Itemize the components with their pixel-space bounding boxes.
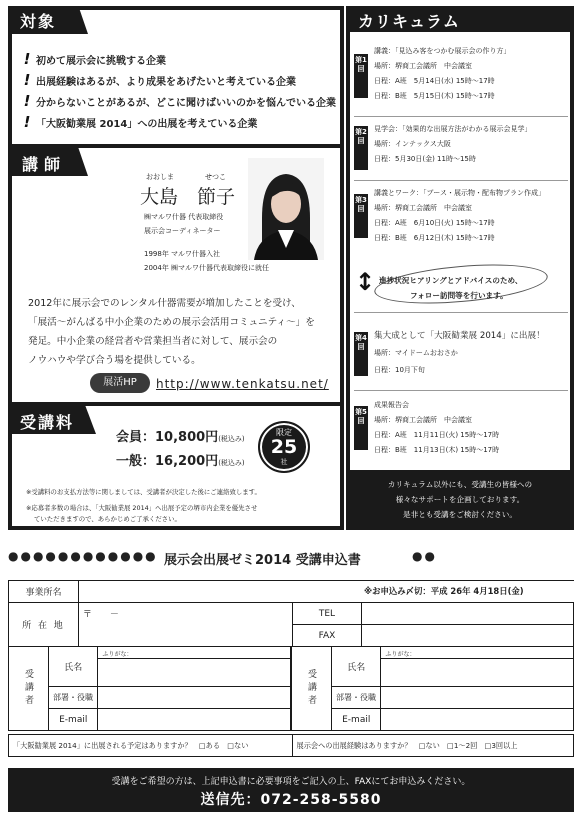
curriculum-step-1: 第1回 講義：「見込み客をつかむ展示会の作り方」 場所：堺商工会議所 中会議室 日程：A班 5月14日(水) 15時～17時 日程：B班 5月15日(木) 15時～17時: [355, 47, 511, 100]
form-title: 展示会出展ゼミ2014 受講申込書: [164, 553, 361, 568]
lecturer-role-2: 展示会コーディネーター: [144, 227, 221, 235]
homepage-badge: 展活HP: [90, 373, 150, 393]
step-divider: [354, 116, 568, 117]
title-dots-right: ●●: [412, 549, 437, 563]
curriculum-step-3: 第3回 講義とワーク：「ブース・展示物・配布物プラン作成」 場所：堺商工会議所 中会議室 日程：A班 6月10日(火) 15時～17時 日程：B班 6月12日(木) 15時～17時: [355, 189, 545, 242]
attendee-table-right: [291, 646, 574, 731]
fee-note-3: ていただきますので、あらかじめご了承ください。: [34, 515, 181, 523]
company-label: 事業所名: [9, 581, 79, 603]
attendee-table-left: [8, 646, 291, 731]
lecturer-name: 大島 節子: [140, 186, 236, 208]
up-down-arrow-icon: ↕: [355, 268, 376, 296]
target-item-4: ! 「大阪勧業展 2014」への出展を考えている企業: [23, 113, 258, 131]
lecturer-role-1: ㈱マルワ什器 代表取締役: [144, 213, 224, 221]
exclamation-icon: !: [23, 92, 31, 110]
fee-note-2: ※応募者多数の場合は、「大阪勧業展 2014」へ出展予定の堺市内企業を優先させ: [26, 504, 258, 512]
divider: [8, 144, 344, 148]
email-input[interactable]: [381, 709, 574, 731]
attendee-label: 受講者: [9, 647, 49, 731]
company-input[interactable]: [78, 581, 573, 603]
exclamation-icon: !: [23, 71, 31, 89]
step-badge: 第1回: [354, 54, 368, 98]
exclamation-icon: !: [23, 50, 31, 68]
name-label: 氏名: [49, 647, 98, 687]
attendee-label: 受講者: [292, 647, 332, 731]
question-table: [8, 734, 574, 757]
fee-heading: 受講料: [20, 413, 75, 432]
question-exhibit-plan[interactable]: 「大阪勧業展 2014」に出展される予定はありますか？ □ある □ない: [9, 735, 293, 757]
deadline: ※お申込み〆切：平成 26年 4月18日(金): [364, 586, 524, 596]
position-label: 部署・役職: [332, 687, 381, 709]
fax-label: FAX: [292, 625, 362, 647]
target-heading: 対象: [20, 12, 57, 31]
step-badge: 第2回: [354, 126, 368, 170]
curriculum-step-4: 第4回 集大成として「大阪勧業展 2014」に出展！ 場所：マイドームおおさか 日程：10月下旬: [355, 331, 545, 374]
furigana-input[interactable]: ふりがな：: [381, 647, 574, 659]
furigana-input[interactable]: ふりがな：: [98, 647, 291, 659]
step-badge: 第3回: [354, 194, 368, 238]
tel-input[interactable]: [362, 603, 574, 625]
step-divider: [354, 180, 568, 181]
homepage-url[interactable]: http://www.tenkatsu.net/: [156, 377, 329, 391]
name-input[interactable]: [381, 659, 574, 687]
question-exhibit-experience[interactable]: 展示会への出展経験はありますか？ □ない □1～2回 □3回以上: [292, 735, 574, 757]
footer-instruction: 受講をご希望の方は、上記申込書に必要事項をご記入の上、FAXにてお申込みください。: [111, 777, 471, 787]
curriculum-step-2: 第2回 見学会：「効果的な出展方法がわかる展示会見学」 場所：インテックス大阪 日程：5月30日(金) 11時～15時: [354, 122, 572, 174]
fee-note-1: ※受講料のお支払方法等に関しましては、受講者が決定した後にご連絡致します。: [26, 488, 261, 496]
step-divider: [354, 312, 568, 313]
tel-label: TEL: [292, 603, 362, 625]
exclamation-icon: !: [23, 113, 31, 131]
lecturer-history-1: 1998年 マルワ什器入社: [144, 250, 221, 258]
lecturer-photo: [248, 158, 324, 260]
general-fee: 一般：16,200円(税込み): [116, 454, 245, 469]
address-label: 所 在 地: [9, 603, 79, 647]
email-label: E-mail: [332, 709, 381, 731]
follow-up-text-1: 進捗状況ヒアリングとアドバイスのため、: [379, 276, 523, 285]
lecturer-bio: 2012年に展示会でのレンタル什器需要が増加したことを受け、 「展活～がんばる中小企業のための展示会活用コミュニティ～」を 発足。中小企業の経営者や営業担当者に対して、展示会の ノウハウや学び合う場を提供している。: [28, 298, 315, 366]
title-dots-left: ●●●●●●●●●●●●: [8, 549, 158, 563]
member-fee: 会員：10,800円(税込み): [116, 430, 245, 445]
name-label: 氏名: [332, 647, 381, 687]
fax-input[interactable]: [362, 625, 574, 647]
curriculum-heading: カリキュラム: [358, 12, 460, 31]
position-input[interactable]: [381, 687, 574, 709]
footer-fax-number: 送信先：072-258-5580: [200, 792, 382, 808]
target-item-3: ! 分からないことがあるが、どこに聞けばいいのかを悩んでいる企業: [23, 92, 336, 110]
email-label: E-mail: [49, 709, 98, 731]
name-furigana-family: おおしま: [146, 173, 174, 181]
name-furigana-given: せつこ: [205, 173, 226, 181]
position-input[interactable]: [98, 687, 291, 709]
lecturer-heading: 講師: [22, 155, 67, 174]
step-divider: [354, 390, 568, 391]
step-badge: 第4回: [354, 332, 368, 376]
name-input[interactable]: [98, 659, 291, 687]
footer-bar: [8, 768, 574, 812]
address-input[interactable]: 〒 －: [78, 603, 292, 647]
position-label: 部署・役職: [49, 687, 98, 709]
curriculum-footer: カリキュラム以外にも、受講生の皆様への 様々なサポートを企画しております。 是非とも受講をご検討ください。: [346, 470, 574, 530]
target-item-2: ! 出展経験はあるが、より成果をあげたいと考えている企業: [23, 71, 296, 89]
step-badge: 第5回: [354, 406, 368, 450]
divider: [8, 402, 344, 406]
limit-badge: 限定 25 社: [258, 421, 310, 473]
application-form: [8, 580, 574, 647]
target-item-1: ! 初めて展示会に挑戦する企業: [23, 50, 166, 68]
lecturer-history-2: 2004年 ㈱マルワ什器代表取締役に就任: [144, 264, 270, 272]
curriculum-step-5: 第5回 成果報告会 場所：堺商工会議所 中会議室 日程：A班 11月11日(火) 15時～17時 日程：B班 11月13日(木) 15時～17時: [355, 401, 500, 454]
follow-up-text-2: フォロー訪問等を行います。: [410, 291, 508, 300]
email-input[interactable]: [98, 709, 291, 731]
